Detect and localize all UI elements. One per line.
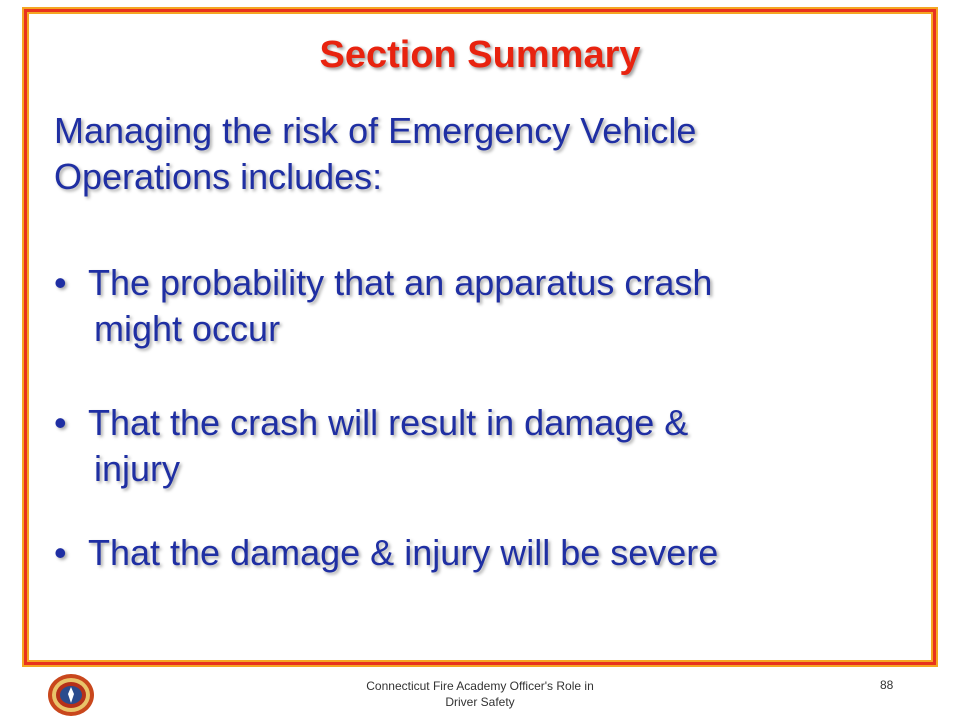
bullet-text-line-1: That the damage & injury will be severe — [88, 532, 719, 573]
bullet-marker: • — [54, 402, 67, 443]
bullet-marker: • — [54, 532, 67, 573]
bullet-text-line-1: The probability that an apparatus crash — [88, 262, 713, 303]
intro-line-1: Managing the risk of Emergency Vehicle — [54, 110, 697, 151]
intro-line-2: Operations includes: — [54, 156, 383, 197]
bullet-marker: • — [54, 262, 67, 303]
footer-caption-line-1: Connecticut Fire Academy Officer's Role in — [366, 679, 594, 693]
bullet-text-line-2: injury — [94, 448, 181, 489]
intro-text — [54, 108, 914, 200]
footer-caption-line-2: Driver Safety — [445, 695, 515, 709]
slide-title: Section Summary — [319, 34, 641, 76]
footer-caption — [330, 678, 630, 710]
fire-academy-seal-icon — [47, 673, 95, 717]
bullet-item — [54, 260, 914, 352]
bullet-text-line-1: That the crash will result in damage & — [88, 402, 689, 443]
bullet-item — [54, 400, 914, 492]
bullet-item — [54, 530, 914, 576]
page-number: 88 — [880, 678, 894, 692]
bullet-text-line-2: might occur — [94, 308, 281, 349]
